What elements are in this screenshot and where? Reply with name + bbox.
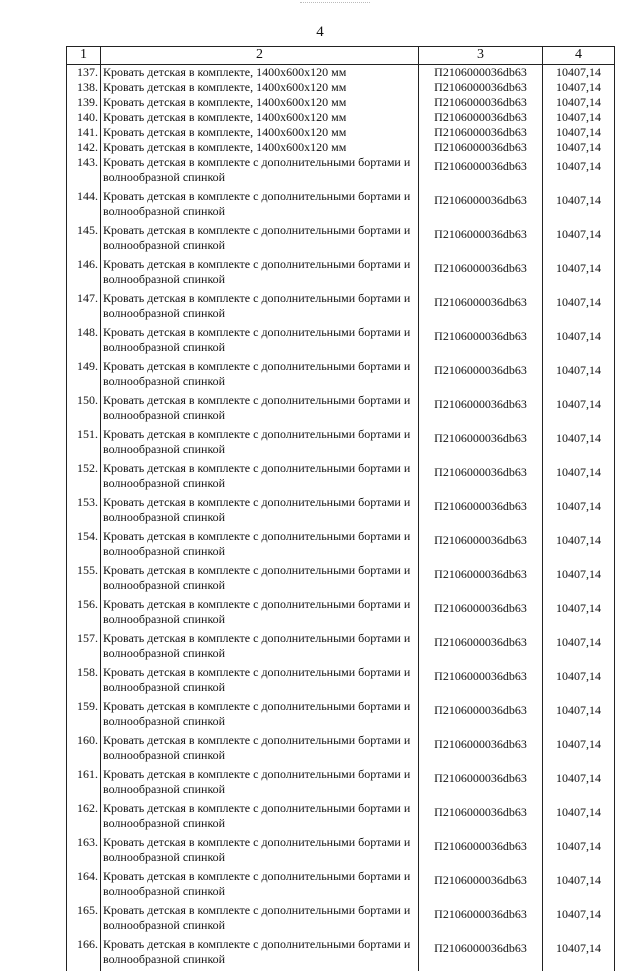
item-price: 10407,14 bbox=[543, 903, 615, 937]
row-number: 140. bbox=[67, 110, 101, 125]
item-price: 10407,14 bbox=[543, 835, 615, 869]
row-number: 154. bbox=[67, 529, 101, 563]
row-number: 150. bbox=[67, 393, 101, 427]
row-number: 137. bbox=[67, 65, 101, 81]
item-price: 10407,14 bbox=[543, 665, 615, 699]
table-row bbox=[67, 529, 615, 563]
column-header-1: 1 bbox=[67, 47, 101, 65]
table-body bbox=[67, 65, 615, 971]
item-name: Кровать детская в комплекте с дополнительными бортами и волнообразной спинкой bbox=[101, 291, 419, 325]
item-code: П2106000036db63 bbox=[419, 699, 543, 733]
item-code: П2106000036db63 bbox=[419, 95, 543, 110]
item-code: П2106000036db63 bbox=[419, 65, 543, 81]
item-name: Кровать детская в комплекте с дополнительными бортами и волнообразной спинкой bbox=[101, 189, 419, 223]
item-code: П2106000036db63 bbox=[419, 291, 543, 325]
item-name: Кровать детская в комплекте с дополнительными бортами и волнообразной спинкой bbox=[101, 325, 419, 359]
item-name: Кровать детская в комплекте с дополнительными бортами и волнообразной спинкой bbox=[101, 223, 419, 257]
table-row bbox=[67, 155, 615, 189]
item-name: Кровать детская в комплекте, 1400х600х120 мм bbox=[101, 110, 419, 125]
item-name: Кровать детская в комплекте с дополнительными бортами и волнообразной спинкой bbox=[101, 801, 419, 835]
table-row bbox=[67, 140, 615, 155]
scan-artifact bbox=[300, 2, 370, 5]
row-number: 147. bbox=[67, 291, 101, 325]
item-price: 10407,14 bbox=[543, 155, 615, 189]
item-code: П2106000036db63 bbox=[419, 495, 543, 529]
item-name: Кровать детская в комплекте с дополнительными бортами и волнообразной спинкой bbox=[101, 835, 419, 869]
item-price: 10407,14 bbox=[543, 495, 615, 529]
item-code: П2106000036db63 bbox=[419, 937, 543, 971]
column-header-4: 4 bbox=[543, 47, 615, 65]
row-number: 166. bbox=[67, 937, 101, 971]
item-code: П2106000036db63 bbox=[419, 631, 543, 665]
row-number: 141. bbox=[67, 125, 101, 140]
table-row bbox=[67, 461, 615, 495]
item-price: 10407,14 bbox=[543, 563, 615, 597]
table-row bbox=[67, 869, 615, 903]
row-number: 152. bbox=[67, 461, 101, 495]
item-name: Кровать детская в комплекте с дополнительными бортами и волнообразной спинкой bbox=[101, 665, 419, 699]
item-code: П2106000036db63 bbox=[419, 223, 543, 257]
table-header-row bbox=[67, 47, 615, 65]
item-name: Кровать детская в комплекте с дополнительными бортами и волнообразной спинкой bbox=[101, 393, 419, 427]
item-price: 10407,14 bbox=[543, 291, 615, 325]
item-code: П2106000036db63 bbox=[419, 110, 543, 125]
row-number: 149. bbox=[67, 359, 101, 393]
item-price: 10407,14 bbox=[543, 767, 615, 801]
row-number: 142. bbox=[67, 140, 101, 155]
row-number: 139. bbox=[67, 95, 101, 110]
item-name: Кровать детская в комплекте с дополнительными бортами и волнообразной спинкой bbox=[101, 631, 419, 665]
item-price: 10407,14 bbox=[543, 393, 615, 427]
table-row bbox=[67, 835, 615, 869]
row-number: 138. bbox=[67, 80, 101, 95]
column-header-3: 3 bbox=[419, 47, 543, 65]
item-price: 10407,14 bbox=[543, 257, 615, 291]
table-row bbox=[67, 189, 615, 223]
item-code: П2106000036db63 bbox=[419, 597, 543, 631]
table-row bbox=[67, 563, 615, 597]
row-number: 146. bbox=[67, 257, 101, 291]
table-row bbox=[67, 325, 615, 359]
item-code: П2106000036db63 bbox=[419, 903, 543, 937]
item-name: Кровать детская в комплекте с дополнительными бортами и волнообразной спинкой bbox=[101, 461, 419, 495]
item-name: Кровать детская в комплекте, 1400х600х120 мм bbox=[101, 95, 419, 110]
item-name: Кровать детская в комплекте с дополнительными бортами и волнообразной спинкой bbox=[101, 155, 419, 189]
table-row bbox=[67, 427, 615, 461]
row-number: 155. bbox=[67, 563, 101, 597]
item-code: П2106000036db63 bbox=[419, 801, 543, 835]
item-price: 10407,14 bbox=[543, 937, 615, 971]
row-number: 148. bbox=[67, 325, 101, 359]
item-code: П2106000036db63 bbox=[419, 869, 543, 903]
item-code: П2106000036db63 bbox=[419, 665, 543, 699]
item-name: Кровать детская в комплекте, 1400х600х120 мм bbox=[101, 80, 419, 95]
row-number: 153. bbox=[67, 495, 101, 529]
row-number: 160. bbox=[67, 733, 101, 767]
table-row bbox=[67, 125, 615, 140]
item-price: 10407,14 bbox=[543, 631, 615, 665]
item-code: П2106000036db63 bbox=[419, 733, 543, 767]
row-number: 151. bbox=[67, 427, 101, 461]
row-number: 164. bbox=[67, 869, 101, 903]
item-name: Кровать детская в комплекте с дополнительными бортами и волнообразной спинкой bbox=[101, 563, 419, 597]
item-price: 10407,14 bbox=[543, 223, 615, 257]
item-price: 10407,14 bbox=[543, 461, 615, 495]
item-price: 10407,14 bbox=[543, 80, 615, 95]
row-number: 163. bbox=[67, 835, 101, 869]
table-row bbox=[67, 767, 615, 801]
item-code: П2106000036db63 bbox=[419, 80, 543, 95]
row-number: 156. bbox=[67, 597, 101, 631]
registry-table bbox=[66, 46, 615, 971]
item-price: 10407,14 bbox=[543, 189, 615, 223]
item-name: Кровать детская в комплекте, 1400х600х120 мм bbox=[101, 65, 419, 81]
row-number: 161. bbox=[67, 767, 101, 801]
table-row bbox=[67, 495, 615, 529]
row-number: 145. bbox=[67, 223, 101, 257]
row-number: 159. bbox=[67, 699, 101, 733]
item-code: П2106000036db63 bbox=[419, 189, 543, 223]
item-price: 10407,14 bbox=[543, 733, 615, 767]
item-code: П2106000036db63 bbox=[419, 427, 543, 461]
item-name: Кровать детская в комплекте с дополнительными бортами и волнообразной спинкой bbox=[101, 869, 419, 903]
item-name: Кровать детская в комплекте с дополнительными бортами и волнообразной спинкой bbox=[101, 597, 419, 631]
item-price: 10407,14 bbox=[543, 140, 615, 155]
table-row bbox=[67, 937, 615, 971]
item-name: Кровать детская в комплекте с дополнительными бортами и волнообразной спинкой bbox=[101, 903, 419, 937]
table-row bbox=[67, 80, 615, 95]
table-row bbox=[67, 359, 615, 393]
item-name: Кровать детская в комплекте с дополнительными бортами и волнообразной спинкой bbox=[101, 427, 419, 461]
row-number: 158. bbox=[67, 665, 101, 699]
table-row bbox=[67, 393, 615, 427]
item-code: П2106000036db63 bbox=[419, 125, 543, 140]
item-code: П2106000036db63 bbox=[419, 393, 543, 427]
table-row bbox=[67, 699, 615, 733]
item-code: П2106000036db63 bbox=[419, 529, 543, 563]
item-price: 10407,14 bbox=[543, 125, 615, 140]
item-name: Кровать детская в комплекте с дополнительными бортами и волнообразной спинкой bbox=[101, 359, 419, 393]
item-price: 10407,14 bbox=[543, 529, 615, 563]
item-name: Кровать детская в комплекте с дополнительными бортами и волнообразной спинкой bbox=[101, 529, 419, 563]
table-row bbox=[67, 257, 615, 291]
row-number: 157. bbox=[67, 631, 101, 665]
table-row bbox=[67, 801, 615, 835]
item-name: Кровать детская в комплекте, 1400х600х120 мм bbox=[101, 125, 419, 140]
row-number: 143. bbox=[67, 155, 101, 189]
table-row bbox=[67, 733, 615, 767]
item-code: П2106000036db63 bbox=[419, 325, 543, 359]
item-name: Кровать детская в комплекте с дополнительными бортами и волнообразной спинкой bbox=[101, 937, 419, 971]
item-code: П2106000036db63 bbox=[419, 461, 543, 495]
table-row bbox=[67, 631, 615, 665]
table-row bbox=[67, 665, 615, 699]
row-number: 162. bbox=[67, 801, 101, 835]
item-code: П2106000036db63 bbox=[419, 563, 543, 597]
item-name: Кровать детская в комплекте с дополнительными бортами и волнообразной спинкой bbox=[101, 699, 419, 733]
table-row bbox=[67, 597, 615, 631]
item-name: Кровать детская в комплекте с дополнительными бортами и волнообразной спинкой bbox=[101, 495, 419, 529]
item-code: П2106000036db63 bbox=[419, 835, 543, 869]
table-row bbox=[67, 291, 615, 325]
item-price: 10407,14 bbox=[543, 95, 615, 110]
row-number: 165. bbox=[67, 903, 101, 937]
item-price: 10407,14 bbox=[543, 597, 615, 631]
column-header-2: 2 bbox=[101, 47, 419, 65]
item-code: П2106000036db63 bbox=[419, 155, 543, 189]
item-name: Кровать детская в комплекте с дополнительными бортами и волнообразной спинкой bbox=[101, 733, 419, 767]
item-code: П2106000036db63 bbox=[419, 359, 543, 393]
item-name: Кровать детская в комплекте, 1400х600х120 мм bbox=[101, 140, 419, 155]
table-row bbox=[67, 223, 615, 257]
item-name: Кровать детская в комплекте с дополнительными бортами и волнообразной спинкой bbox=[101, 257, 419, 291]
item-code: П2106000036db63 bbox=[419, 257, 543, 291]
table-row bbox=[67, 65, 615, 81]
item-name: Кровать детская в комплекте с дополнительными бортами и волнообразной спинкой bbox=[101, 767, 419, 801]
item-price: 10407,14 bbox=[543, 325, 615, 359]
item-price: 10407,14 bbox=[543, 801, 615, 835]
item-price: 10407,14 bbox=[543, 359, 615, 393]
item-price: 10407,14 bbox=[543, 869, 615, 903]
item-price: 10407,14 bbox=[543, 699, 615, 733]
table-row bbox=[67, 903, 615, 937]
item-code: П2106000036db63 bbox=[419, 140, 543, 155]
item-price: 10407,14 bbox=[543, 65, 615, 81]
item-price: 10407,14 bbox=[543, 427, 615, 461]
table-row bbox=[67, 110, 615, 125]
item-price: 10407,14 bbox=[543, 110, 615, 125]
row-number: 144. bbox=[67, 189, 101, 223]
page-number: 4 bbox=[0, 24, 640, 41]
item-code: П2106000036db63 bbox=[419, 767, 543, 801]
table-row bbox=[67, 95, 615, 110]
